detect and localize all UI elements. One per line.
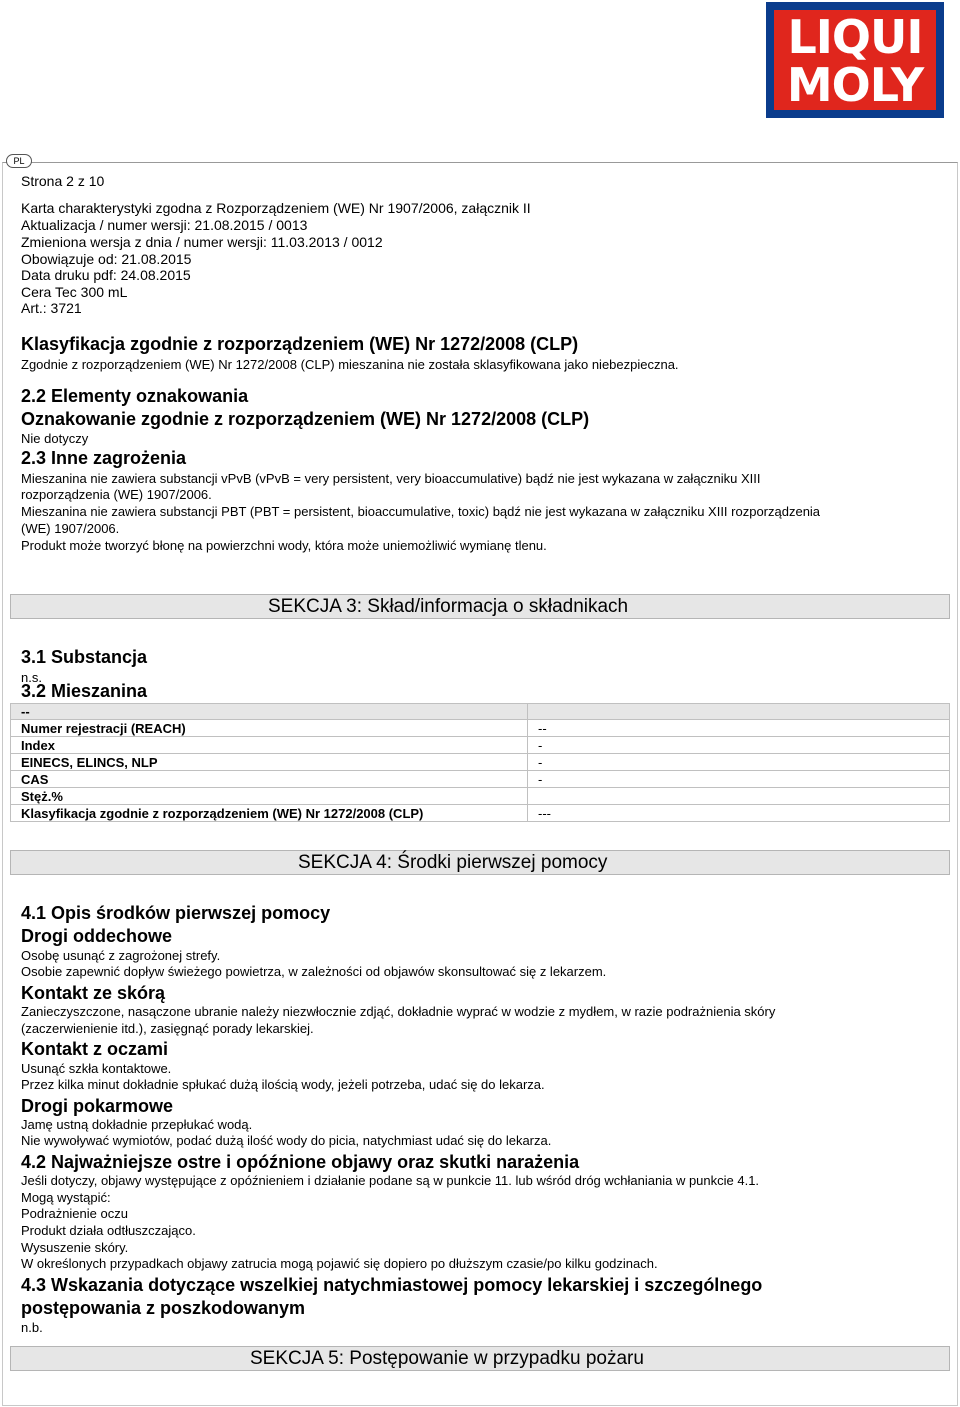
row-label: Numer rejestracji (REACH) (11, 720, 528, 737)
section-3-title: SEKCJA 3: Skład/informacja o składnikach (268, 596, 629, 617)
row-value: -- (528, 720, 950, 737)
no-data: n.b. (21, 1320, 43, 1335)
skin-text-1: Zanieczyszczone, nasączone ubranie należy niezwłocznie zdjąć, dokładnie wyprać w wodzie z mydłem, w razie podrażnienia skóry (21, 1004, 776, 1019)
row-label: Stęż.% (11, 788, 528, 805)
symptoms-text-4: Produkt działa odtłuszczająco. (21, 1223, 196, 1238)
document-title: Karta charakterystyki zgodna z Rozporządzeniem (WE) Nr 1907/2006, załącznik II (21, 200, 531, 216)
ingestion-text-1: Jamę ustną dokładnie przepłukać wodą. (21, 1117, 253, 1132)
heading-4-1: 4.1 Opis środków pierwszej pomocy (21, 903, 331, 923)
clp-heading: Klasyfikacja zgodnie z rozporządzeniem (WE) Nr 1272/2008 (CLP) (21, 334, 579, 354)
clp-text: Zgodnie z rozporządzeniem (WE) Nr 1272/2008 (CLP) mieszanina nie została sklasyfikowana jako niebezpieczna. (21, 357, 679, 372)
ingestion-text-2: Nie wywoływać wymiotów, podać dużą ilość wody do picia, natychmiast udać się do lekarza. (21, 1133, 552, 1148)
vpvb-text-2: rozporządzenia (WE) 1907/2006. (21, 487, 212, 502)
eye-text-2: Przez kilka minut dokładnie spłukać dużą ilością wody, jeżeli potrzeba, udać się do lekarza. (21, 1077, 545, 1092)
inhalation-heading: Drogi oddechowe (21, 926, 173, 946)
ingestion-heading: Drogi pokarmowe (21, 1096, 174, 1116)
heading-4-3-line2: postępowania z poszkodowanym (21, 1298, 306, 1318)
symptoms-text-3: Podrażnienie oczu (21, 1206, 128, 1221)
table-row (11, 754, 950, 771)
heading-3-2: 3.2 Mieszanina (21, 681, 148, 701)
inhalation-text-2: Osobie zapewnić dopływ świeżego powietrza, w zależności od objawów skonsultować się z lekarzem. (21, 964, 607, 979)
language-badge: PL (6, 154, 32, 168)
article-number: Art.: 3721 (21, 300, 82, 316)
inhalation-text-1: Osobę usunąć z zagrożonej strefy. (21, 948, 221, 963)
table-row (11, 720, 950, 737)
print-date: Data druku pdf: 24.08.2015 (21, 267, 191, 283)
row-value: --- (528, 805, 950, 822)
row-label: Klasyfikacja zgodnie z rozporządzeniem (WE) Nr 1272/2008 (CLP) (11, 805, 528, 822)
symptoms-text-2: Mogą wystąpić: (21, 1190, 111, 1205)
table-row (11, 788, 950, 805)
section-5-title: SEKCJA 5: Postępowanie w przypadku pożaru (250, 1348, 644, 1369)
symptoms-text-1: Jeśli dotyczy, objawy występujące z opóźnieniem i działanie podane są w punkcie 11. lub wśród dróg wchłaniania w punkcie 4.1. (21, 1173, 760, 1188)
symptoms-text-5: Wysuszenie skóry. (21, 1240, 129, 1255)
row-value: - (528, 737, 950, 754)
liqui-moly-logo (766, 2, 944, 118)
substance-ns: n.s. (21, 670, 42, 685)
eye-heading: Kontakt z oczami (21, 1039, 169, 1059)
table-row (11, 771, 950, 788)
changed-version: Zmieniona wersja z dnia / numer wersji: 11.03.2013 / 0012 (21, 234, 383, 250)
table-header-cell: -- (11, 704, 528, 720)
skin-heading: Kontakt ze skórą (21, 983, 166, 1003)
product-name: Cera Tec 300 mL (21, 284, 128, 300)
heading-2-2-sub: Oznakowanie zgodnie z rozporządzeniem (WE) Nr 1272/2008 (CLP) (21, 409, 590, 429)
heading-3-1: 3.1 Substancja (21, 647, 148, 667)
row-value: - (528, 771, 950, 788)
vpvb-text-1: Mieszanina nie zawiera substancji vPvB (vPvB = very persistent, very bioaccumulative) bądź nie jest wykazana w załączniku XIII (21, 471, 761, 486)
heading-4-2: 4.2 Najważniejsze ostre i opóźnione objawy oraz skutki narażenia (21, 1152, 580, 1172)
heading-4-3-line1: 4.3 Wskazania dotyczące wszelkiej natychmiastowej pomocy lekarskiej i szczególnego (21, 1275, 763, 1295)
pbt-text-1: Mieszanina nie zawiera substancji PBT (PBT = persistent, bioaccumulative, toxic) bądź nie jest wykazana w załączniku XIII rozporządzenia (21, 504, 821, 519)
row-value: - (528, 754, 950, 771)
film-text: Produkt może tworzyć błonę na powierzchni wody, która może uniemożliwić wymianę tlenu. (21, 538, 547, 553)
logo-line2: MOLY (786, 58, 924, 112)
composition-table (10, 703, 950, 822)
heading-2-3: 2.3 Inne zagrożenia (21, 448, 187, 468)
not-applicable: Nie dotyczy (21, 431, 89, 446)
table-header-cell-2 (528, 704, 950, 720)
row-label: Index (11, 737, 528, 754)
row-label: CAS (11, 771, 528, 788)
heading-2-2: 2.2 Elementy oznakowania (21, 386, 249, 406)
logo-red-field (774, 10, 936, 110)
symptoms-text-6: W określonych przypadkach objawy zatrucia mogą pojawić się dopiero po dłuższym czasie/po kilku godzinach. (21, 1256, 658, 1271)
logo-line1: LIQUI (787, 10, 923, 64)
update-info: Aktualizacja / numer wersji: 21.08.2015 / 0013 (21, 217, 308, 233)
valid-from: Obowiązuje od: 21.08.2015 (21, 251, 192, 267)
section-4-title: SEKCJA 4: Środki pierwszej pomocy (298, 852, 608, 873)
table-row (11, 805, 950, 822)
table-header-row (11, 704, 950, 720)
skin-text-2: (zaczerwienienie itd.), zasięgnąć porady lekarskiej. (21, 1021, 314, 1036)
eye-text-1: Usunąć szkła kontaktowe. (21, 1061, 172, 1076)
row-value (528, 788, 950, 805)
pbt-text-2: (WE) 1907/2006. (21, 521, 120, 536)
row-label: EINECS, ELINCS, NLP (11, 754, 528, 771)
table-row (11, 737, 950, 754)
page-number: Strona 2 z 10 (21, 173, 105, 189)
